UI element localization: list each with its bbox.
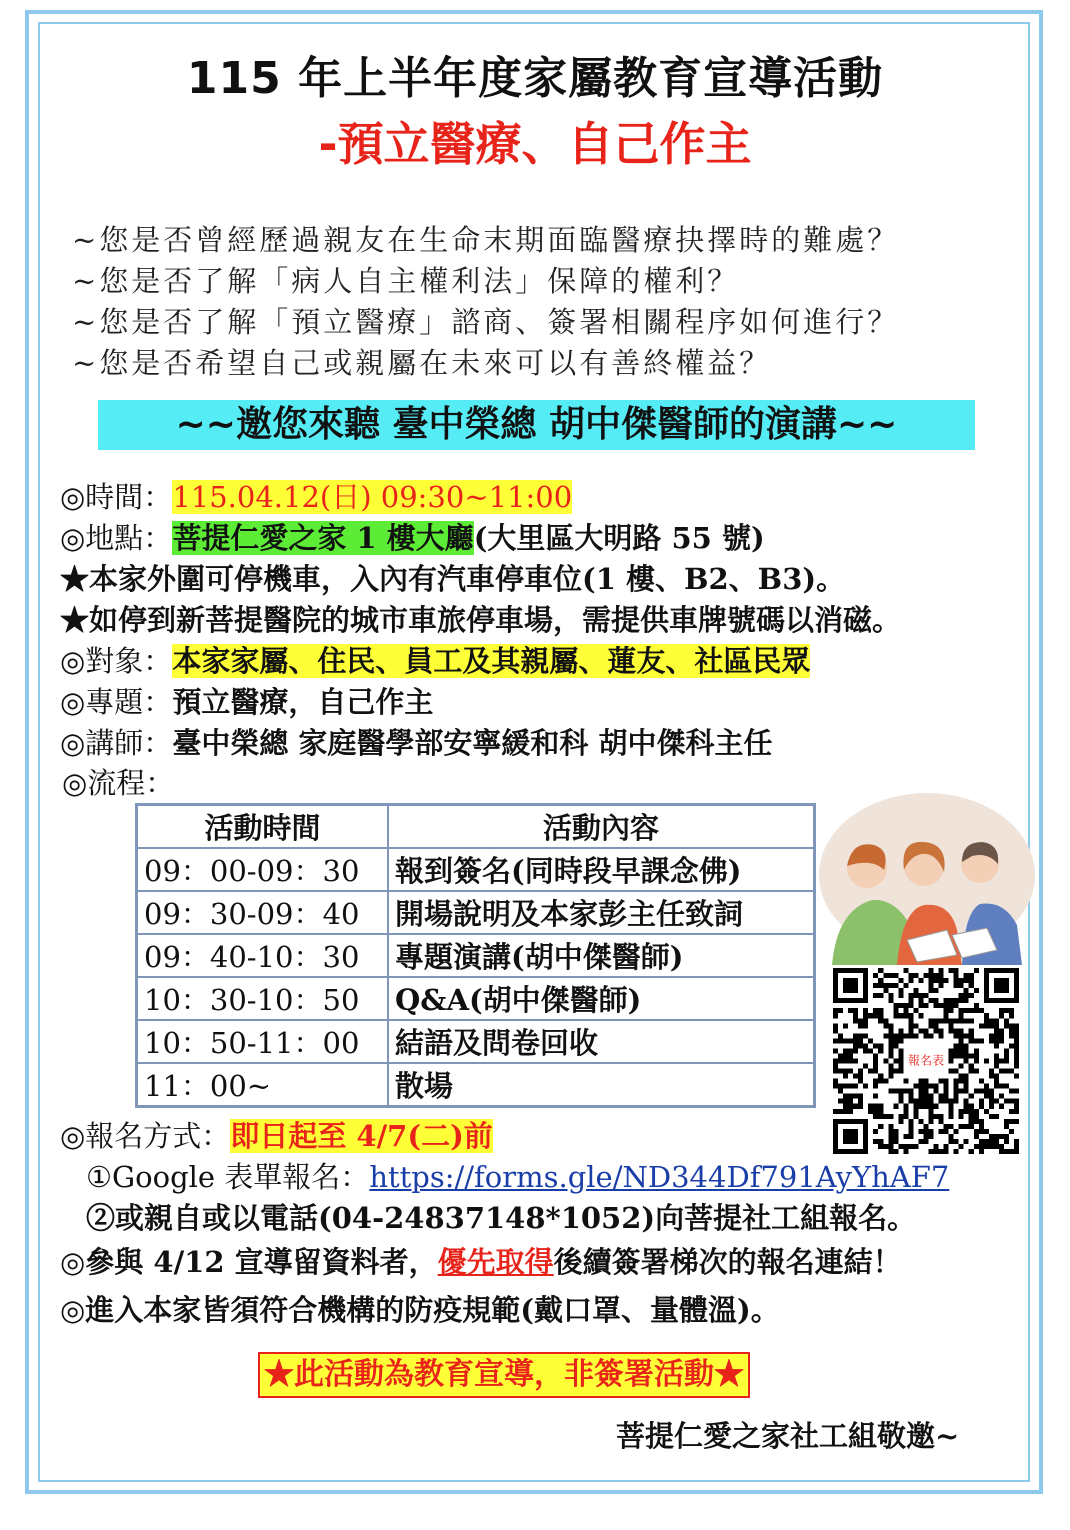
audience-value: 本家家屬、住民、員工及其親屬、蓮友、社區民眾 <box>172 644 811 678</box>
topic-value: 預立醫療，自己作主 <box>172 685 434 719</box>
row-time: 10：30-10：50 <box>137 977 389 1020</box>
column-header-content: 活動內容 <box>388 805 815 849</box>
people-discussion-illustration <box>812 790 1037 965</box>
question-3: ~您是否了解「預立醫療」諮商、簽署相關程序如何進行？ <box>72 305 900 339</box>
row-content: 結語及問卷回收 <box>388 1020 815 1063</box>
time-row <box>60 477 572 517</box>
speaker-value: 臺中榮總 家庭醫學部安寧緩和科 胡中傑科主任 <box>172 726 773 760</box>
google-form-prefix: ①Google 表單報名： <box>86 1160 370 1194</box>
time-label: ◎時間： <box>60 480 173 514</box>
priority-note <box>60 1242 902 1282</box>
time-value: 115.04.12(日) 09:30~11:00 <box>172 480 573 514</box>
row-time: 10：50-11：00 <box>137 1020 389 1063</box>
google-form-row <box>86 1157 949 1197</box>
register-label: ◎報名方式： <box>60 1119 231 1153</box>
health-rule-note: ◎進入本家皆須符合機構的防疫規範(戴口罩、量體溫)。 <box>60 1293 780 1327</box>
topic-label: ◎專題： <box>60 685 173 719</box>
priority-post: 後續簽署梯次的報名連結！ <box>553 1245 902 1279</box>
flow-label: ◎流程： <box>62 766 175 800</box>
row-content: 開場說明及本家彭主任致詞 <box>388 891 815 934</box>
register-row <box>60 1116 493 1156</box>
signature: 菩提仁愛之家社工組敬邀~ <box>616 1419 960 1453</box>
event-notice-banner: ★此活動為教育宣導，非簽署活動★ <box>258 1352 750 1398</box>
place-address: (大里區大明路 55 號) <box>473 521 765 555</box>
page-subtitle: -預立醫療、自己作主 <box>318 117 752 171</box>
row-content: 報到簽名(同時段早課念佛) <box>388 848 815 891</box>
row-time: 09：40-10：30 <box>137 934 389 977</box>
column-header-time: 活動時間 <box>137 805 389 849</box>
row-time: 09：00-09：30 <box>137 848 389 891</box>
question-2: ~您是否了解「病人自主權利法」保障的權利？ <box>72 264 740 298</box>
table-row <box>137 977 815 1020</box>
page-title: 115 年上半年度家屬教育宣導活動 <box>186 53 884 104</box>
table-row <box>137 848 815 891</box>
row-content: Q&A(胡中傑醫師) <box>388 977 815 1020</box>
table-row <box>137 1020 815 1063</box>
phone-register-note: ②或親自或以電話(04-24837148*1052)向菩提社工組報名。 <box>86 1201 917 1235</box>
place-row <box>60 518 765 558</box>
table-row <box>137 891 815 934</box>
question-4: ~您是否希望自己或親屬在未來可以有善終權益？ <box>72 346 772 380</box>
schedule-table <box>135 803 816 1108</box>
qr-center-label: 報名表 <box>907 1053 945 1068</box>
table-header-row <box>137 805 815 849</box>
register-deadline: 即日起至 4/7(二)前 <box>230 1119 493 1153</box>
row-content: 專題演講(胡中傑醫師) <box>388 934 815 977</box>
google-form-link[interactable]: https://forms.gle/ND344Df791AyYhAF7 <box>369 1160 950 1194</box>
parking-note-2: ★如停到新菩提醫院的城市車旅停車場，需提供車牌號碼以消磁。 <box>60 603 902 637</box>
invite-banner: ~~邀您來聽 臺中榮總 胡中傑醫師的演講~~ <box>98 400 975 450</box>
audience-label: ◎對象： <box>60 644 173 678</box>
row-time: 09：30-09：40 <box>137 891 389 934</box>
row-time: 11：00~ <box>137 1063 389 1107</box>
priority-emphasis: 優先取得 <box>437 1245 554 1279</box>
parking-note-1: ★本家外圍可停機車，入內有汽車停車位(1 樓、B2、B3)。 <box>60 562 846 596</box>
place-label: ◎地點： <box>60 521 173 555</box>
priority-pre: ◎參與 4/12 宣導留資料者， <box>60 1245 438 1279</box>
topic-row <box>60 682 433 722</box>
question-1: ~您是否曾經歷過親友在生命末期面臨醫療抉擇時的難處？ <box>72 223 900 257</box>
row-content: 散場 <box>388 1063 815 1107</box>
speaker-row <box>60 723 773 763</box>
table-row <box>137 934 815 977</box>
speaker-label: ◎講師： <box>60 726 173 760</box>
registration-qr-code[interactable] <box>833 968 1019 1154</box>
audience-row <box>60 641 810 681</box>
place-value: 菩提仁愛之家 1 樓大廳 <box>172 521 474 555</box>
table-row <box>137 1063 815 1107</box>
